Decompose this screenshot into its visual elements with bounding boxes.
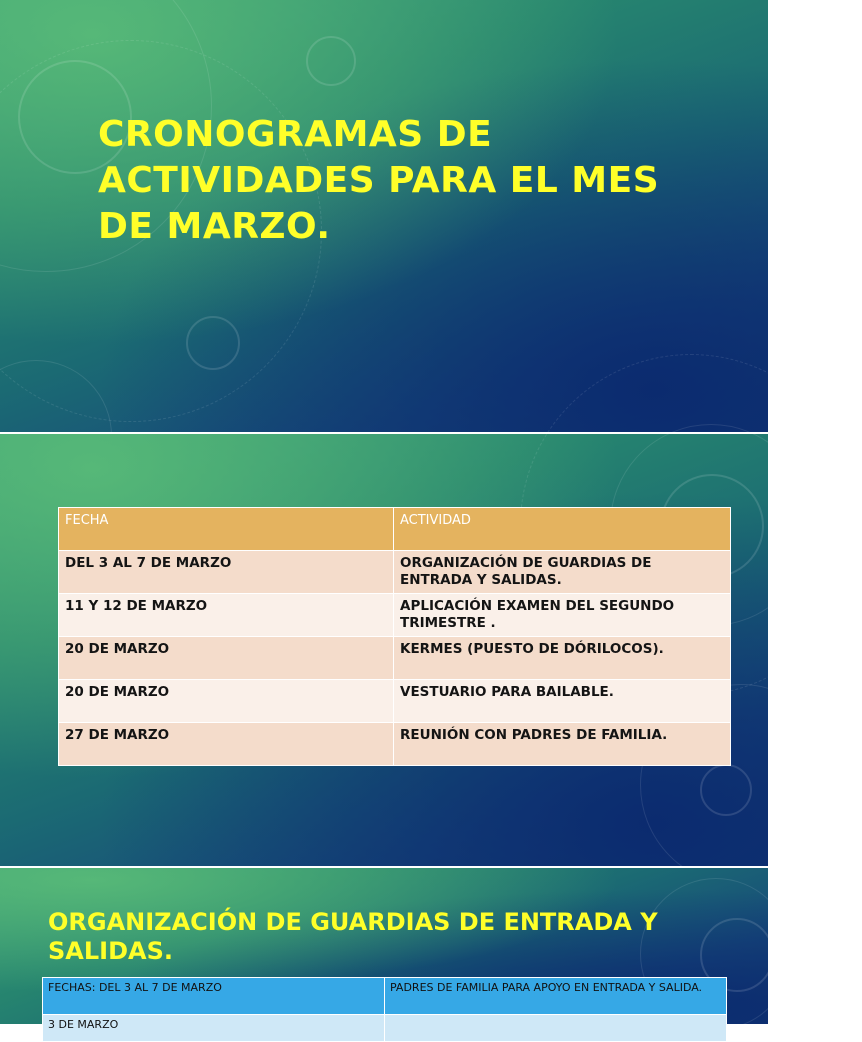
cell-fecha: 20 DE MARZO: [59, 637, 394, 680]
cell-fecha: 11 Y 12 DE MARZO: [59, 594, 394, 637]
cell-actividad: APLICACIÓN EXAMEN DEL SEGUNDO TRIMESTRE .: [394, 594, 731, 637]
cell-fecha: DEL 3 AL 7 DE MARZO: [59, 551, 394, 594]
cell-actividad: REUNIÓN CON PADRES DE FAMILIA.: [394, 723, 731, 766]
column-header-actividad: ACTIVIDAD: [394, 508, 731, 551]
table-row: [59, 551, 731, 594]
cell-fecha: 27 DE MARZO: [59, 723, 394, 766]
page-title: CRONOGRAMAS DE ACTIVIDADES PARA EL MES DE MARZO.: [98, 114, 660, 247]
decorative-ring: [186, 316, 240, 370]
slide-guardias: [0, 868, 768, 1031]
cell-actividad: ORGANIZACIÓN DE GUARDIAS DE ENTRADA Y SALIDAS.: [394, 551, 731, 594]
table-row: [43, 1015, 727, 1042]
slide-schedule: [0, 434, 768, 866]
guard-table: [42, 977, 727, 1042]
cell-actividad: KERMES (PUESTO DE DÓRILOCOS).: [394, 637, 731, 680]
cell-fecha: 3 DE MARZO: [43, 1015, 385, 1042]
cell-padres: [385, 1015, 727, 1042]
table-header-row: [59, 508, 731, 551]
slide-title-page: [0, 0, 768, 432]
table-row: [59, 723, 731, 766]
table-row: [59, 637, 731, 680]
column-header-padres: PADRES DE FAMILIA PARA APOYO EN ENTRADA Y SALIDA.: [385, 978, 727, 1015]
cell-fecha: 20 DE MARZO: [59, 680, 394, 723]
decorative-ring: [700, 764, 752, 816]
decorative-ring: [306, 36, 356, 86]
table-row: [59, 680, 731, 723]
table-row: [59, 594, 731, 637]
column-header-fecha: FECHA: [59, 508, 394, 551]
section-title: ORGANIZACIÓN DE GUARDIAS DE ENTRADA Y SALIDAS.: [48, 908, 658, 965]
cell-actividad: VESTUARIO PARA BAILABLE.: [394, 680, 731, 723]
table-header-row: [43, 978, 727, 1015]
schedule-table: [58, 507, 731, 766]
column-header-fechas: FECHAS: DEL 3 AL 7 DE MARZO: [43, 978, 385, 1015]
